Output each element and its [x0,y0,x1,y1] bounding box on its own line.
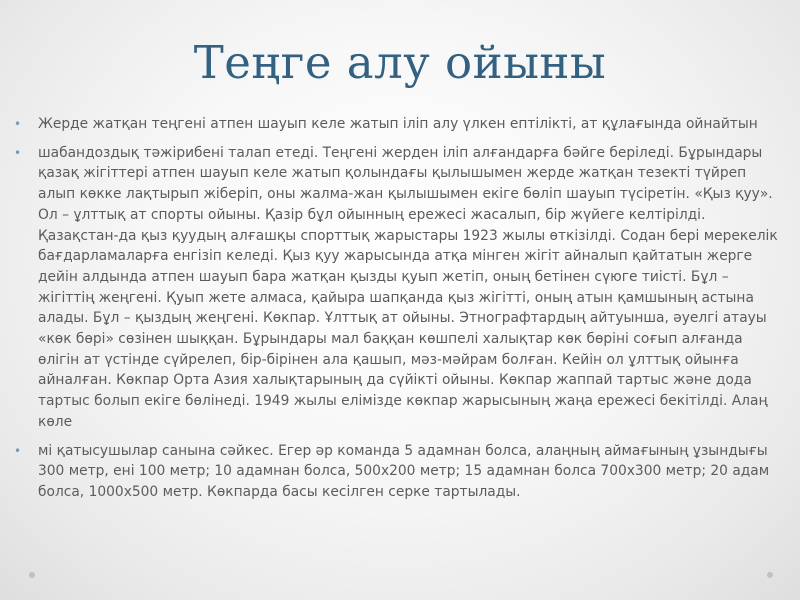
decorative-dot-right [767,572,773,578]
bullet-text: мі қатысушылар санына сәйкес. Егер әр команда 5 адамнан болса, алаңның аймағының ұзындығы 300 метр, ені 100 метр; 10 адамнан болса, 500х200 метр; 15 адамнан болса 700х300 метр; 20 адам болса, 1000х500 метр. Көкпарда басы кесілген серке тартылады. [38,442,770,500]
bullet-marker-icon: • [14,145,22,160]
bullet-item [14,143,786,433]
bullet-marker-icon: • [14,117,22,131]
bullet-list [14,114,786,511]
bullet-text: Жерде жатқан теңгені атпен шауып келе жатып іліп алу үлкен ептілікті, ат құлағында ойнайтын [38,116,758,132]
bullet-marker-icon: • [14,443,22,458]
slide-title: Теңге алу ойыны [193,36,607,89]
bullet-item [14,441,786,503]
bullet-item [14,114,786,135]
bullet-text: шабандоздық тәжірибені талап етеді. Теңгені жерден іліп алғандарға бәйге беріледі. Бұрындары қазақ жігіттері атпен шауып келе жатып қолындағы қылышымен жерде жатқан тезекті түйреп алып көкке лақтырып жіберіп, оны жалма-жан қылышымен екіге бөліп шауып түсіретін. «Қыз қуу». Ол – ұлттық ат спорты ойыны. Қазір бұл ойынның ережесі жасалып, бір жүйеге келтірілді. Қазақстан-да қыз қуудың алғашқы спорттық жарыстары 1923 жылы өткізілді. Содан бері мерекелік бағдарламаларға енгізіп келеді. Қыз қуу жарысында атқа мінген жігіт айналып қайтатын жерге дейін алдында атпен шауып бара жатқан қызды қуып жетіп, оның бетінен сүюге тиісті. Бұл – жігіттің жеңгені. Қуып жете алмаса, қайыра шапқанда қыз жігітті, оның атын қамшының астына алады. Бұл – қыздың жеңгені. Көкпар. Ұлттық ат ойыны. Этнографтардың айтуынша, әуелгі атауы «көк бөрі» сөзінен шыққан. Бұрындары мал баққан көшпелі халықтар көк бөріні соғып алғанда өлігін ат үстінде сүйрелеп, бір-бірінен ала қашып, мәз-мәйрам болған. Кейін ол ұлттық ойынға айналған. Көкпар Орта Азия халықтарының да сүйікті ойыны. Көкпар жаппай тартыс және дода тартыс болып екіге бөлінеді. 1949 жылы елімізде көкпар жарысының жаңа ережесі бекітілді. Алаң көле [38,144,778,430]
decorative-dot-left [29,572,35,578]
